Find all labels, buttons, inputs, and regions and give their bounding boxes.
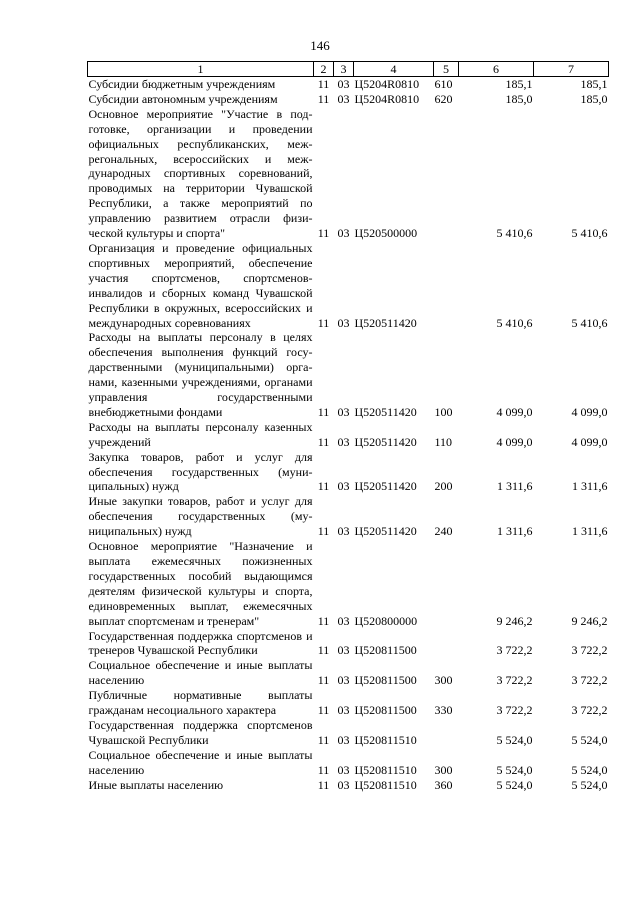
row-expense-type-cell: 330 [434, 703, 453, 718]
row-target-article-cell: Ц520811510 [354, 777, 417, 792]
row-expense-type-cell [434, 629, 459, 659]
row-amount-cell: 5 524,0 [571, 777, 608, 792]
row-amount-cell: 5 410,6 [571, 226, 608, 241]
row-expense-type-cell [434, 718, 459, 748]
row-amount-cell: 5 524,0 [496, 777, 533, 792]
row-section-cell: 11 [317, 91, 330, 106]
row-target-article-cell: Ц520811510 [354, 732, 417, 747]
row-section-cell: 11 [317, 777, 330, 792]
row-section-cell: 11 [317, 315, 330, 330]
table-row [88, 92, 609, 107]
row-amount-cell: 5 410,6 [571, 315, 608, 330]
row-subsection-cell: 03 [337, 732, 350, 747]
row-amount-cell: 5 524,0 [571, 762, 608, 777]
row-amount-cell: 5 410,6 [496, 315, 533, 330]
row-subsection-cell: 03 [337, 643, 350, 658]
row-name-cell: Публичные нормативные выплаты гражданам несоциального характера [88, 688, 313, 718]
row-subsection-cell: 03 [337, 762, 350, 777]
row-amount-cell: 4 099,0 [496, 404, 533, 419]
row-amount-cell: 5 524,0 [571, 732, 608, 747]
row-section-cell: 11 [317, 77, 330, 91]
row-target-article-cell: Ц5204R0810 [354, 77, 420, 91]
table-row [88, 494, 609, 539]
row-section-cell: 11 [317, 613, 330, 628]
column-header: 7 [534, 62, 609, 77]
page-number: 146 [310, 38, 330, 53]
table-row [88, 778, 609, 793]
row-subsection-cell: 03 [337, 77, 350, 91]
table-row [88, 77, 609, 92]
row-amount-cell: 3 722,2 [496, 703, 533, 718]
table-row [88, 330, 609, 419]
table-row [88, 718, 609, 748]
row-expense-type-cell: 200 [434, 479, 453, 494]
row-subsection-cell: 03 [337, 404, 350, 419]
row-amount-cell: 3 722,2 [571, 643, 608, 658]
row-amount-cell: 3 722,2 [571, 673, 608, 688]
row-expense-type-cell: 300 [434, 762, 453, 777]
row-subsection-cell: 03 [337, 524, 350, 539]
row-name-cell: Субсидии бюджетным учреждениям [88, 77, 276, 91]
row-name-cell: Социальное обеспечение и иные выплаты населению [88, 747, 313, 777]
row-subsection-cell: 03 [337, 91, 350, 106]
row-amount-cell: 5 524,0 [496, 732, 533, 747]
column-header: 3 [334, 62, 354, 77]
row-target-article-cell: Ц520511420 [354, 404, 417, 419]
row-name-cell: Социальное обеспечение и иные выплаты населению [88, 658, 313, 688]
column-header: 2 [314, 62, 334, 77]
table-row [88, 107, 609, 241]
row-target-article-cell: Ц520811500 [354, 643, 417, 658]
row-expense-type-cell [434, 241, 459, 330]
row-amount-cell: 4 099,0 [571, 434, 608, 449]
row-section-cell: 11 [317, 226, 330, 241]
row-target-article-cell: Ц520811510 [354, 762, 417, 777]
row-name-cell: Расходы на выплаты персоналу в целях обеспечения выполнения функций государственными (муниципальными) органами, казенными учреждениями, органами управления государственными внебюджетными фондами [88, 330, 313, 419]
row-subsection-cell: 03 [337, 434, 350, 449]
row-section-cell: 11 [317, 673, 330, 688]
row-section-cell: 11 [317, 732, 330, 747]
row-amount-cell: 3 722,2 [571, 703, 608, 718]
row-amount-cell: 185,0 [505, 91, 533, 106]
table-row [88, 539, 609, 628]
column-header: 1 [88, 62, 314, 77]
row-target-article-cell: Ц520511420 [354, 434, 417, 449]
row-section-cell: 11 [317, 404, 330, 419]
row-section-cell: 11 [317, 434, 330, 449]
row-subsection-cell: 03 [337, 315, 350, 330]
row-amount-cell: 9 246,2 [496, 613, 533, 628]
row-expense-type-cell: 100 [434, 404, 453, 419]
table-row [88, 241, 609, 330]
row-expense-type-cell [434, 539, 459, 628]
row-section-cell: 11 [317, 643, 330, 658]
row-expense-type-cell: 360 [434, 777, 453, 792]
row-section-cell: 11 [317, 762, 330, 777]
row-amount-cell: 1 311,6 [496, 479, 533, 494]
table-header-row [88, 62, 609, 77]
row-name-cell: Субсидии автономным учреждениям [88, 91, 278, 106]
row-section-cell: 11 [317, 703, 330, 718]
budget-table [87, 61, 609, 793]
row-amount-cell: 185,1 [505, 77, 533, 91]
row-amount-cell: 1 311,6 [571, 524, 608, 539]
row-name-cell: Основное мероприятие "Назначение и выплата ежемесячных пожизненных государственных пособий выдающимся деятелям физической культуры и спорта, единовременных выплат, ежемесячных выплат спортсменам и тренерам" [88, 539, 313, 628]
table-row [88, 450, 609, 495]
column-header: 5 [434, 62, 459, 77]
row-amount-cell: 185,1 [580, 77, 608, 91]
row-name-cell: Закупка товаров, работ и услуг для обеспечения государственных (муниципальных) нужд [88, 449, 313, 494]
row-expense-type-cell: 610 [434, 77, 453, 91]
row-amount-cell: 4 099,0 [571, 404, 608, 419]
row-expense-type-cell: 240 [434, 524, 453, 539]
row-expense-type-cell: 620 [434, 91, 453, 106]
row-subsection-cell: 03 [337, 479, 350, 494]
row-amount-cell: 1 311,6 [571, 479, 608, 494]
row-amount-cell: 9 246,2 [571, 613, 608, 628]
row-expense-type-cell [434, 107, 459, 241]
row-amount-cell: 185,0 [580, 91, 608, 106]
row-target-article-cell: Ц520811500 [354, 703, 417, 718]
row-name-cell: Организация и проведение официальных спортивных мероприятий, обеспечение участия спортсменов, спортсменов-инвалидов и сборных команд Чувашской Республики в окружных, всероссийских и международных соревнованиях [88, 240, 313, 330]
row-target-article-cell: Ц520511420 [354, 524, 417, 539]
row-subsection-cell: 03 [337, 673, 350, 688]
row-amount-cell: 1 311,6 [496, 524, 533, 539]
row-target-article-cell: Ц520811500 [354, 673, 417, 688]
row-subsection-cell: 03 [337, 613, 350, 628]
table-row [88, 688, 609, 718]
row-subsection-cell: 03 [337, 703, 350, 718]
table-row [88, 658, 609, 688]
table-row [88, 748, 609, 778]
row-amount-cell: 5 410,6 [496, 226, 533, 241]
row-subsection-cell: 03 [337, 226, 350, 241]
row-target-article-cell: Ц520800000 [354, 613, 418, 628]
column-header: 4 [354, 62, 434, 77]
row-name-cell: Государственная поддержка спортсменов Чувашской Республики [88, 717, 313, 747]
row-expense-type-cell: 300 [434, 673, 453, 688]
row-amount-cell: 3 722,2 [496, 643, 533, 658]
row-target-article-cell: Ц5204R0810 [354, 91, 420, 106]
row-amount-cell: 4 099,0 [496, 434, 533, 449]
table-body [88, 77, 609, 793]
row-target-article-cell: Ц520511420 [354, 315, 417, 330]
table-row [88, 629, 609, 659]
row-target-article-cell: Ц520511420 [354, 479, 417, 494]
row-target-article-cell: Ц520500000 [354, 226, 418, 241]
row-amount-cell: 3 722,2 [496, 673, 533, 688]
row-name-cell: Основное мероприятие "Участие в подготовке, организации и проведении официальных республиканских, межрегональных, всероссийских и международных спортивных соревнований, проводимых на территории Чувашской Республики, а также мероприятий по управлению развитием отрасли физической культуры и спорта" [88, 106, 313, 241]
row-section-cell: 11 [317, 479, 330, 494]
column-header: 6 [459, 62, 534, 77]
row-subsection-cell: 03 [337, 777, 350, 792]
row-name-cell: Иные закупки товаров, работ и услуг для обеспечения государственных (муниципальных) нужд [88, 494, 313, 539]
table-row [88, 420, 609, 450]
row-name-cell: Государственная поддержка спортсменов и тренеров Чувашской Республики [88, 628, 313, 658]
row-amount-cell: 5 524,0 [496, 762, 533, 777]
row-name-cell: Иные выплаты населению [88, 777, 224, 792]
row-name-cell: Расходы на выплаты персоналу казенных учреждений [88, 419, 313, 449]
row-expense-type-cell: 110 [434, 434, 453, 449]
row-section-cell: 11 [317, 524, 330, 539]
